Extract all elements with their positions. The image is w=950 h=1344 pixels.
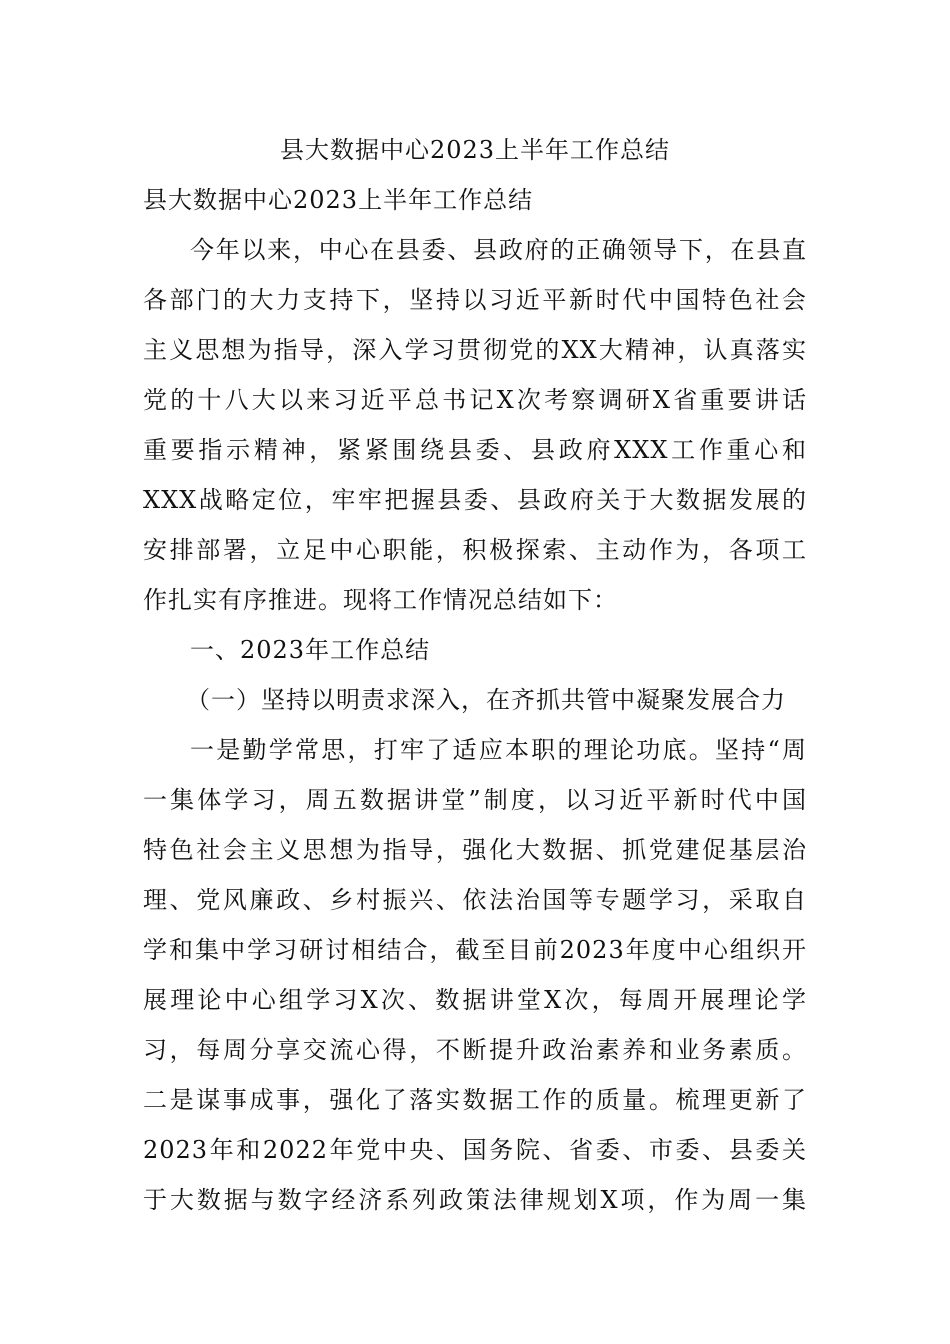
paragraph-line: 特色社会主义思想为指导，强化大数据、抓党建促基层治 [143, 836, 807, 864]
paragraph-line: 理、党风廉政、乡村振兴、依法治国等专题学习，采取自 [143, 886, 807, 914]
paragraph-line: 党的十八大以来习近平总书记X次考察调研X省重要讲话 [143, 386, 807, 414]
paragraph-line: 今年以来，中心在县委、县政府的正确领导下，在县直 [190, 236, 807, 264]
paragraph-line: 于大数据与数字经济系列政策法律规划X项，作为周一集 [143, 1186, 807, 1214]
document-title: 县大数据中心2023上半年工作总结 [279, 136, 671, 164]
paragraph-line: 2023年和2022年党中央、国务院、省委、市委、县委关 [143, 1136, 807, 1164]
paragraph-line: 作扎实有序推进。现将工作情况总结如下： [143, 586, 618, 614]
paragraph-line: XXX战略定位，牢牢把握县委、县政府关于大数据发展的 [143, 486, 807, 514]
paragraph-line: 学和集中学习研讨相结合，截至目前2023年度中心组织开 [143, 936, 807, 964]
paragraph-line: 一集体学习，周五数据讲堂”制度，以习近平新时代中国 [143, 786, 807, 814]
paragraph-line: 习，每周分享交流心得，不断提升政治素养和业务素质。 [143, 1036, 807, 1064]
section-heading: 一、2023年工作总结 [190, 636, 431, 664]
paragraph-line: 重要指示精神，紧紧围绕县委、县政府XXX工作重心和 [143, 436, 807, 464]
paragraph-line: 安排部署，立足中心职能，积极探索、主动作为，各项工 [143, 536, 807, 564]
paragraph-line: 展理论中心组学习X次、数据讲堂X次，每周开展理论学 [143, 986, 807, 1014]
paragraph-line: 各部门的大力支持下，坚持以习近平新时代中国特色社会 [143, 286, 807, 314]
paragraph-line: 主义思想为指导，深入学习贯彻党的XX大精神，认真落实 [143, 336, 807, 364]
subsection-heading: （一）坚持以明责求深入，在齐抓共管中凝聚发展合力 [186, 686, 786, 714]
document-subtitle: 县大数据中心2023上半年工作总结 [143, 186, 534, 214]
paragraph-line: 二是谋事成事，强化了落实数据工作的质量。梳理更新了 [143, 1086, 807, 1114]
paragraph-line: 一是勤学常思，打牢了适应本职的理论功底。坚持“周 [190, 736, 807, 764]
